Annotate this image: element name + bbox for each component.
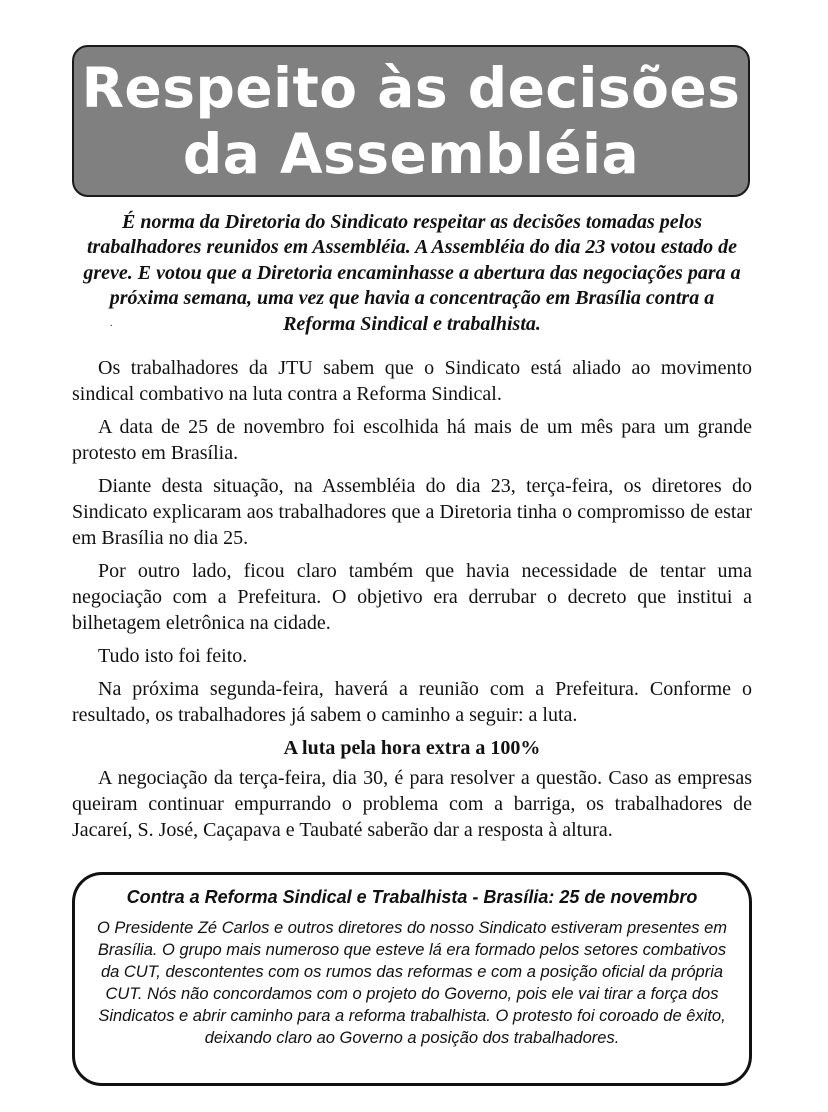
closing-paragraph: A negociação da terça-feira, dia 30, é para resolver a questão. Caso as empresas queiram continuar empurrando o problema com a barriga, os trabalhadores de Jacareí, S. José, Caçapava e Taubaté saberão dar a resposta à altura.	[72, 767, 752, 841]
paragraph-2: A data de 25 de novembro foi escolhida há mais de um mês para um grande protesto em Brasília.	[72, 416, 752, 464]
section-subheading: A luta pela hora extra a 100%	[283, 737, 541, 759]
protest-news-box	[72, 872, 752, 1086]
news-box-body: O Presidente Zé Carlos e outros diretores do nosso Sindicato estiveram presentes em Brasília. O grupo mais numeroso que esteve lá era formado pelos setores combativos da CUT, descontentes com os rumos das reformas e com a posição oficial da própria CUT. Nós não concordamos com o projeto do Governo, pois ele vai tirar a força dos Sindicatos e abrir caminho para a reforma trabalhista. O protesto foi coroado de êxito, deixando claro ao Governo a posição dos trabalhadores.	[96, 919, 728, 1047]
article-body	[72, 355, 752, 850]
paragraph-1: Os trabalhadores da JTU sabem que o Sindicato está aliado ao movimento sindical combativo na luta contra a Reforma Sindical.	[72, 357, 752, 405]
headline-line-1: Respeito às decisões	[81, 56, 741, 120]
headline-banner	[72, 45, 750, 197]
paragraph-6: Na próxima segunda-feira, haverá a reunião com a Prefeitura. Conforme o resultado, os trabalhadores já sabem o caminho a seguir: a luta.	[72, 678, 752, 726]
headline-line-2: da Assembléia	[182, 122, 640, 186]
paragraph-5: Tudo isto foi feito.	[98, 645, 248, 667]
lead-paragraph: É norma da Diretoria do Sindicato respeitar as decisões tomadas pelos trabalhadores reunidos em Assembléia. A Assembléia do dia 23 votou estado de greve. E votou que a Diretoria encaminhasse a abertura das negociações para a próxima semana, uma vez que havia a concentração em Brasília contra a Reforma Sindical e trabalhista.	[83, 211, 741, 335]
stray-mark: .	[110, 318, 113, 329]
paragraph-3: Diante desta situação, na Assembléia do dia 23, terça-feira, os diretores do Sindicato explicaram aos trabalhadores que a Diretoria tinha o compromisso de estar em Brasília no dia 25.	[72, 475, 752, 549]
paragraph-4: Por outro lado, ficou claro também que havia necessidade de tentar uma negociação com a Prefeitura. O objetivo era derrubar o decreto que institui a bilhetagem eletrônica na cidade.	[72, 560, 752, 634]
news-box-title: Contra a Reforma Sindical e Trabalhista - Brasília: 25 de novembro	[126, 887, 698, 907]
